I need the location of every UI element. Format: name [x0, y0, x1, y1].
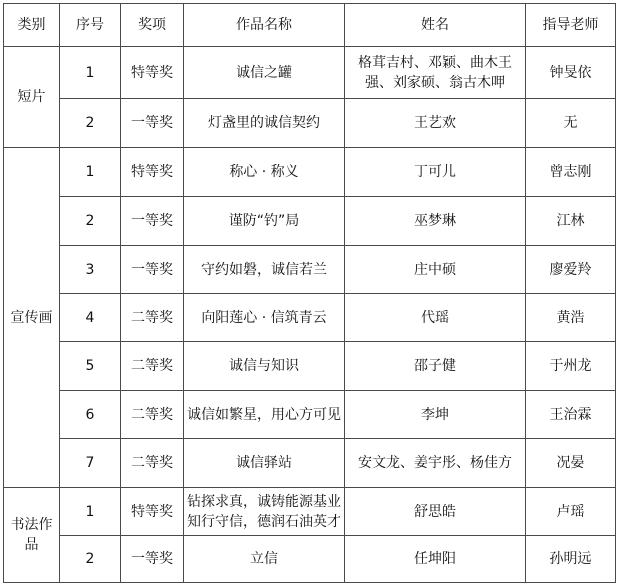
seq-cell: 4 [60, 294, 121, 342]
table-row [4, 294, 616, 342]
award-cell: 一等奖 [121, 246, 184, 294]
table-body [4, 4, 616, 583]
table-row [4, 148, 616, 197]
seq-cell: 5 [60, 342, 121, 391]
seq-cell: 2 [60, 197, 121, 246]
header-category: 类别 [4, 4, 60, 47]
table-row [4, 536, 616, 583]
names-cell: 代瑶 [345, 294, 526, 342]
work-title-cell: 诚信如繁星，用心方可见 [184, 391, 345, 439]
names-cell: 舒思皓 [345, 488, 526, 536]
seq-cell: 7 [60, 439, 121, 488]
award-cell: 二等奖 [121, 294, 184, 342]
table-row [4, 246, 616, 294]
names-cell: 丁可儿 [345, 148, 526, 197]
header-number: 序号 [60, 4, 121, 47]
category-cell: 书法作品 [4, 488, 60, 583]
header-award: 奖项 [121, 4, 184, 47]
names-cell: 格茸吉村、邓颖、曲木王强、刘家硕、翁古木呷 [345, 47, 526, 99]
teacher-cell: 黄浩 [526, 294, 616, 342]
header-teacher: 指导老师 [526, 4, 616, 47]
teacher-cell: 钟旻依 [526, 47, 616, 99]
award-cell: 二等奖 [121, 342, 184, 391]
work-title-cell: 谨防“钓”局 [184, 197, 345, 246]
table-row [4, 488, 616, 536]
category-cell: 短片 [4, 47, 60, 148]
teacher-cell: 江林 [526, 197, 616, 246]
seq-cell: 1 [60, 488, 121, 536]
header-row [4, 4, 616, 47]
award-cell: 一等奖 [121, 99, 184, 148]
award-cell: 一等奖 [121, 197, 184, 246]
teacher-cell: 廖爱羚 [526, 246, 616, 294]
table-row [4, 439, 616, 488]
names-cell: 庄中硕 [345, 246, 526, 294]
award-cell: 特等奖 [121, 47, 184, 99]
seq-cell: 2 [60, 536, 121, 583]
award-cell: 特等奖 [121, 148, 184, 197]
seq-cell: 2 [60, 99, 121, 148]
names-cell: 任坤阳 [345, 536, 526, 583]
table-row [4, 342, 616, 391]
teacher-cell: 曾志刚 [526, 148, 616, 197]
names-cell: 邵子健 [345, 342, 526, 391]
award-cell: 二等奖 [121, 439, 184, 488]
work-title-cell: 诚信之罐 [184, 47, 345, 99]
teacher-cell: 卢瑶 [526, 488, 616, 536]
work-title-cell: 诚信与知识 [184, 342, 345, 391]
table-row [4, 391, 616, 439]
teacher-cell: 况晏 [526, 439, 616, 488]
table-row [4, 197, 616, 246]
award-cell: 特等奖 [121, 488, 184, 536]
names-cell: 安文龙、姜宇彤、杨佳方 [345, 439, 526, 488]
work-title-cell: 向阳莲心 · 信筑青云 [184, 294, 345, 342]
seq-cell: 1 [60, 148, 121, 197]
award-cell: 一等奖 [121, 536, 184, 583]
category-cell: 宣传画 [4, 148, 60, 488]
teacher-cell: 孙明远 [526, 536, 616, 583]
work-title-cell: 诚信驿站 [184, 439, 345, 488]
work-title-cell: 守约如磐，诚信若兰 [184, 246, 345, 294]
seq-cell: 1 [60, 47, 121, 99]
teacher-cell: 无 [526, 99, 616, 148]
work-title-cell: 称心 · 称义 [184, 148, 345, 197]
names-cell: 巫梦琳 [345, 197, 526, 246]
names-cell: 王艺欢 [345, 99, 526, 148]
seq-cell: 6 [60, 391, 121, 439]
names-cell: 李坤 [345, 391, 526, 439]
award-cell: 二等奖 [121, 391, 184, 439]
teacher-cell: 王治霖 [526, 391, 616, 439]
header-work-title: 作品名称 [184, 4, 345, 47]
work-title-cell: 灯盏里的诚信契约 [184, 99, 345, 148]
table-row [4, 99, 616, 148]
teacher-cell: 于州龙 [526, 342, 616, 391]
seq-cell: 3 [60, 246, 121, 294]
header-names: 姓名 [345, 4, 526, 47]
work-title-cell: 立信 [184, 536, 345, 583]
award-table [3, 3, 616, 583]
table-row [4, 47, 616, 99]
work-title-cell: 钻探求真，诚铸能源基业知行守信，德润石油英才 [184, 488, 345, 536]
